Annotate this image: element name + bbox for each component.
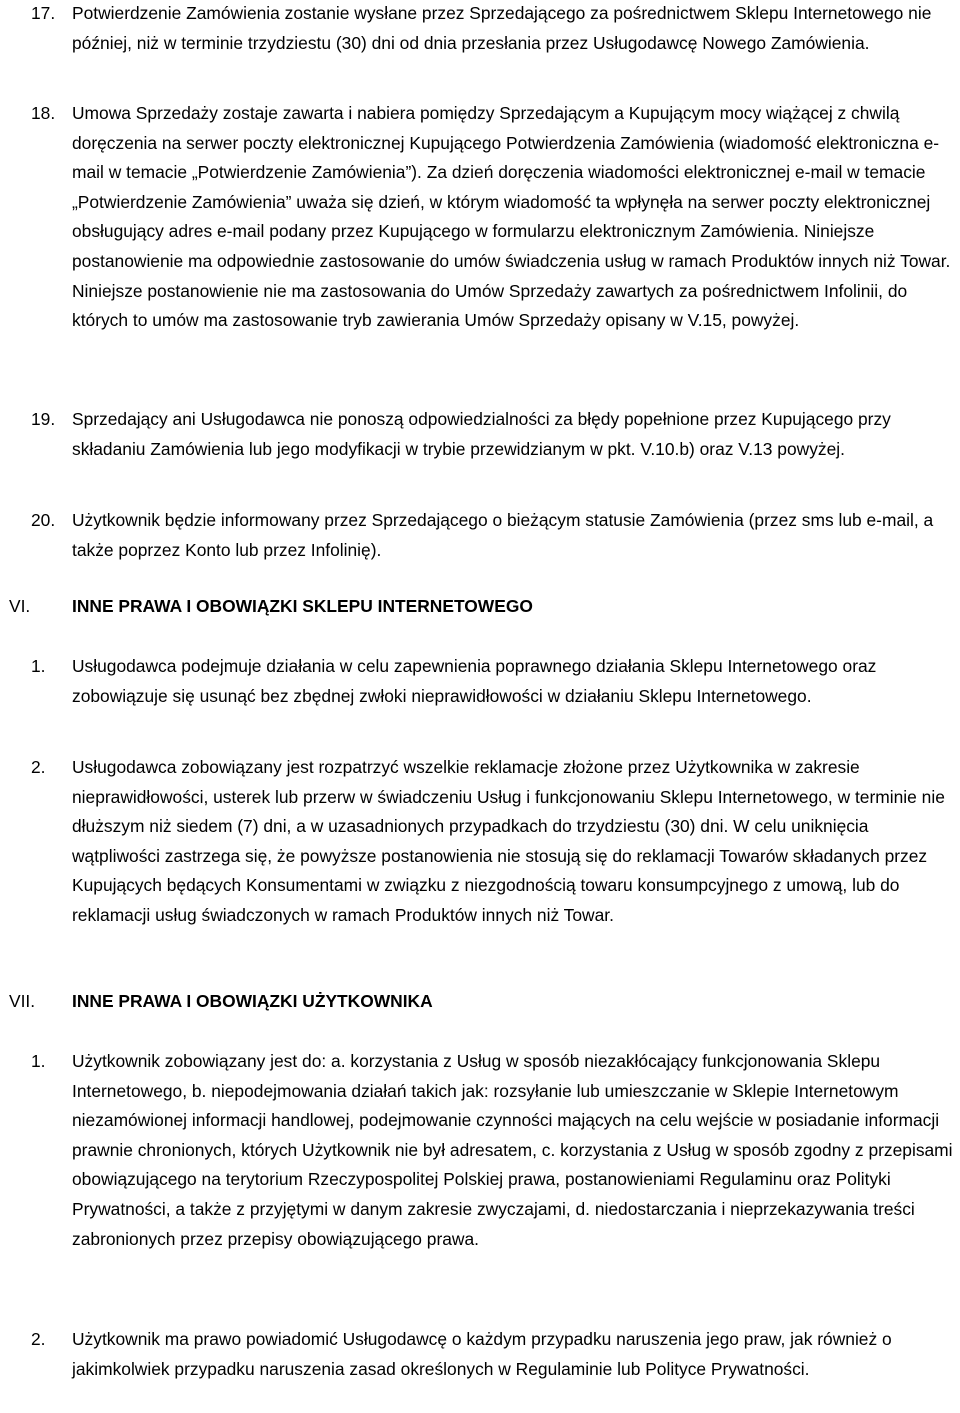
section-vi-clause-1 [31, 652, 956, 711]
clause-text: Użytkownik będzie informowany przez Sprzedającego o bieżącym statusie Zamówienia (przez sms lub e-mail, a także poprzez Konto lub przez Infolinię). [72, 510, 934, 560]
clause-19 [31, 405, 956, 464]
clause-text: Użytkownik ma prawo powiadomić Usługodawcę o każdym przypadku naruszenia jego praw, jak również o jakimkolwiek przypadku naruszenia zasad określonych w Regulaminie lub Polityce Prywatności. [72, 1329, 892, 1379]
clause-number: 2. [31, 1329, 46, 1349]
clause-text: Usługodawca zobowiązany jest rozpatrzyć wszelkie reklamacje złożone przez Użytkownika w zakresie nieprawidłowości, usterek lub przerw w świadczeniu Usług i funkcjonowaniu Sklepu Internetowego, w terminie nie dłuższym niż siedem (7) dni, a w uzasadnionych przypadkach do trzydziestu (30) dni. W celu uniknięcia wątpliwości zastrzega się, że powyższe postanowienia nie stosują się do reklamacji Towarów składanych przez Kupujących będących Konsumentami w związku z niezgodnością towaru konsumpcyjnego z umową, lub do reklamacji usług świadczonych w ramach Produktów innych niż Towar. [72, 757, 945, 925]
section-vi-clause-2 [31, 753, 956, 931]
clause-number: 1. [31, 656, 46, 676]
clause-number: 18. [31, 103, 56, 123]
clause-text: Usługodawca podejmuje działania w celu zapewnienia poprawnego działania Sklepu Internetowego oraz zobowiązuje się usunąć bez zbędnej zwłoki nieprawidłowości w działaniu Sklepu Internetowego. [72, 656, 877, 706]
clause-number: 20. [31, 510, 56, 530]
clause-text: Sprzedający ani Usługodawca nie ponoszą odpowiedzialności za błędy popełnione przez Kupującego przy składaniu Zamówienia lub jego modyfikacji w trybie przewidzianym w pkt. V.10.b) oraz V.13 powyżej. [72, 409, 891, 459]
section-numeral: VI. [9, 596, 31, 616]
clause-number: 17. [31, 3, 56, 23]
section-vii-clause-2 [31, 1325, 956, 1384]
section-heading-vi [9, 592, 956, 622]
clause-18 [31, 99, 956, 336]
clause-20 [31, 506, 956, 565]
clause-text: Umowa Sprzedaży zostaje zawarta i nabiera pomiędzy Sprzedającym a Kupującym mocy wiążącej z chwilą doręczenia na serwer poczty elektronicznej Kupującego Potwierdzenia Zamówienia (wiadomość elektroniczna e-mail w temacie „Potwierdzenie Zamówienia”). Za dzień doręczenia wiadomości elektronicznej e-mail w temacie „Potwierdzenie Zamówienia” uważa się dzień, w którym wiadomość ta wpłynęła na serwer poczty elektronicznej obsługujący adres e-mail podany przez Kupującego w formularzu elektronicznym Zamówienia. Niniejsze postanowienie ma odpowiednie zastosowanie do umów świadczenia usług w ramach Produktów innych niż Towar. Niniejsze postanowienie nie ma zastosowania do Umów Sprzedaży zawartych za pośrednictwem Infolinii, do których to umów ma zastosowanie tryb zawierania Umów Sprzedaży opisany w V.15, powyżej. [72, 103, 951, 331]
clause-number: 1. [31, 1051, 46, 1071]
section-heading-vii [9, 987, 956, 1017]
section-title: INNE PRAWA I OBOWIĄZKI SKLEPU INTERNETOWEGO [72, 596, 533, 616]
clause-text: Użytkownik zobowiązany jest do: a. korzystania z Usług w sposób niezakłócający funkcjonowania Sklepu Internetowego, b. niepodejmowania działań takich jak: rozsyłanie lub umieszczanie w Sklepie Internetowym niezamówionej informacji handlowej, podejmowanie czynności mających na celu wejście w posiadanie informacji prawnie chronionych, których Użytkownik nie był adresatem, c. korzystania z Usług w sposób zgodny z przepisami obowiązującego na terytorium Rzeczypospolitej Polskiej prawa, postanowieniami Regulaminu oraz Polityki Prywatności, a także z przyjętymi w danym zakresie zwyczajami, d. niedostarczania i nieprzekazywania treści zabronionych przez przepisy obowiązującego prawa. [72, 1051, 953, 1249]
clause-number: 2. [31, 757, 46, 777]
clause-text: Potwierdzenie Zamówienia zostanie wysłane przez Sprzedającego za pośrednictwem Sklepu Internetowego nie później, niż w terminie trzydziestu (30) dni od dnia przesłania przez Usługodawcę Nowego Zamówienia. [72, 3, 932, 53]
section-vii-clause-1 [31, 1047, 956, 1254]
clause-17 [31, 0, 956, 58]
section-numeral: VII. [9, 991, 36, 1011]
clause-number: 19. [31, 409, 56, 429]
section-title: INNE PRAWA I OBOWIĄZKI UŻYTKOWNIKA [72, 991, 433, 1011]
